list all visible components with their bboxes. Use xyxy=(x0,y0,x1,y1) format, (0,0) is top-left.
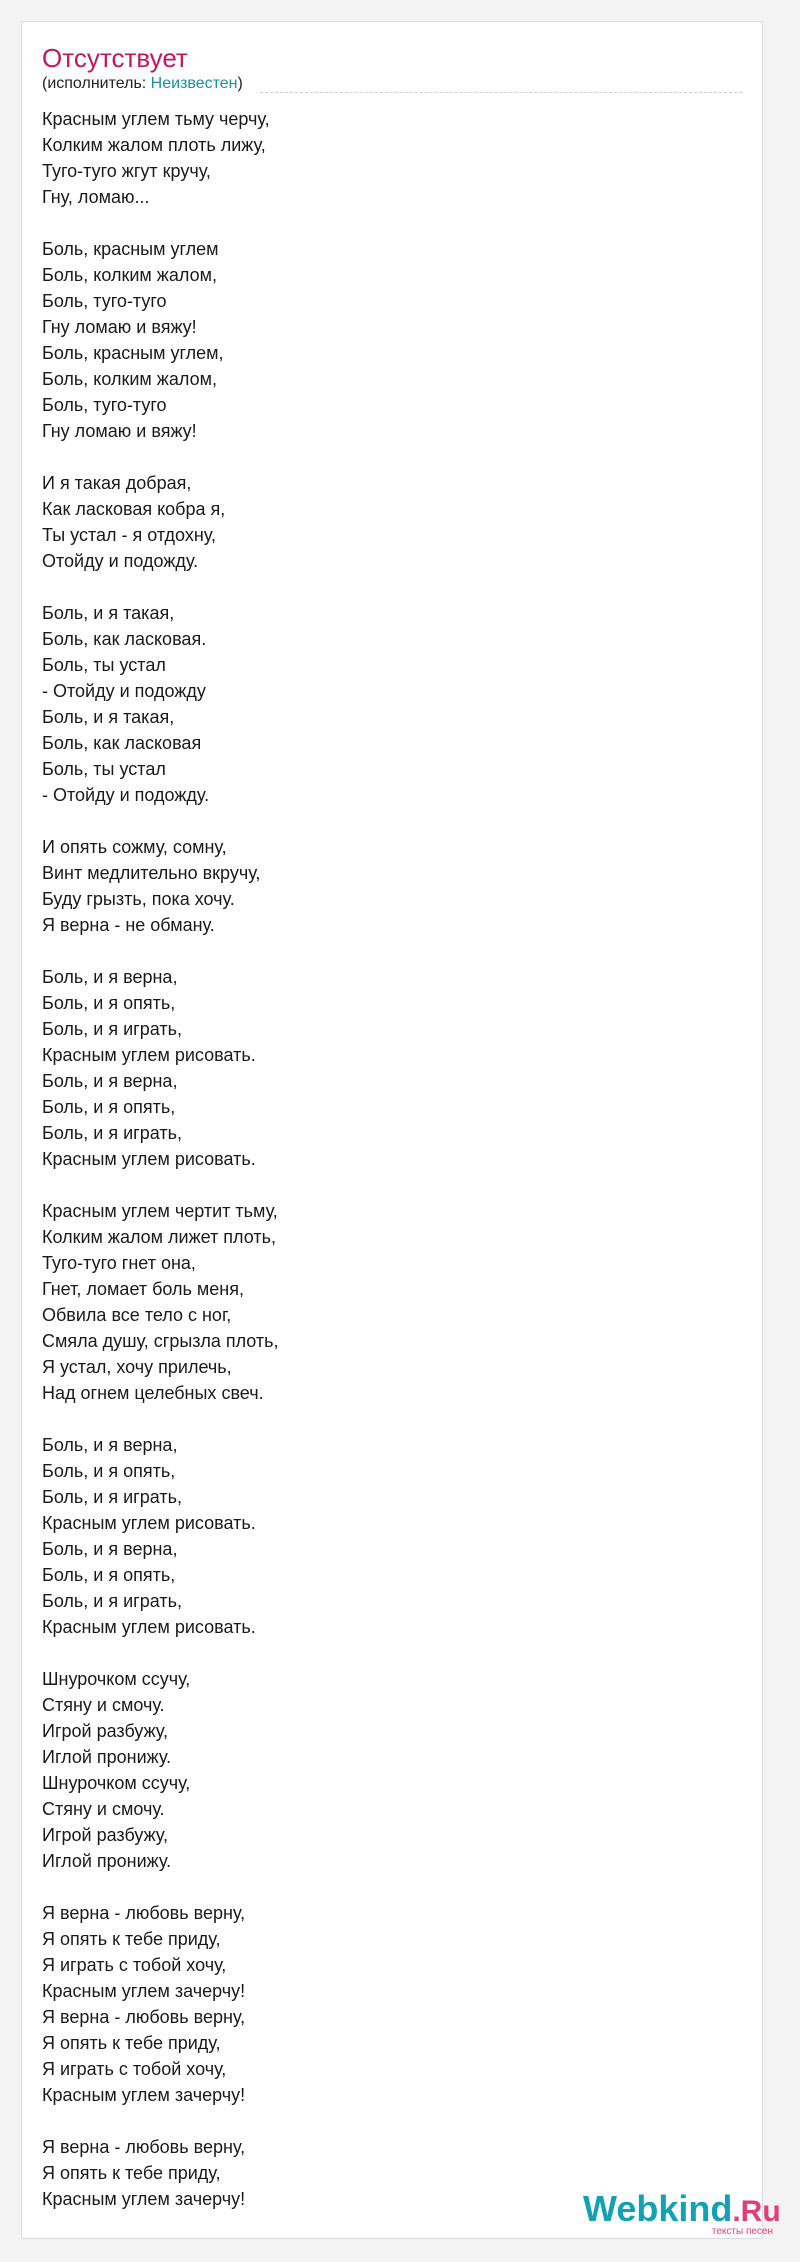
stanza xyxy=(42,1432,279,1640)
lyric-line: Я верна - любовь верну, xyxy=(42,2137,246,2157)
logo-tagline: тексты песен xyxy=(711,2226,773,2237)
lyric-line: Буду грызть, пока хочу. xyxy=(42,889,235,909)
stanza xyxy=(42,2134,279,2212)
lyric-line: - Отойду и подожду. xyxy=(42,785,210,805)
lyric-line: Над огнем целебных свеч. xyxy=(42,1383,264,1403)
lyric-line: Игрой разбужу, xyxy=(42,1825,169,1845)
lyric-line: Красным углем чертит тьму, xyxy=(42,1201,278,1221)
lyric-line: Гну ломаю и вяжу! xyxy=(42,421,197,441)
lyric-line: Колким жалом лижет плоть, xyxy=(42,1227,276,1247)
stanza xyxy=(42,1900,279,2108)
lyric-line: Стяну и смочу. xyxy=(42,1799,165,1819)
stanza xyxy=(42,106,279,210)
lyric-line: Я верна - любовь верну, xyxy=(42,1903,246,1923)
lyric-line: Боль, красным углем xyxy=(42,239,219,259)
lyric-line: Туго-туго жгут кручу, xyxy=(42,161,211,181)
lyric-line: Красным углем рисовать. xyxy=(42,1513,256,1533)
logo-tld: .Ru xyxy=(732,2195,781,2228)
lyric-line: Боль, и я играть, xyxy=(42,1487,182,1507)
lyric-line: Ты устал - я отдохну, xyxy=(42,525,216,545)
artist-suffix: ) xyxy=(237,75,243,92)
artist-link[interactable]: Неизвестен xyxy=(150,75,238,92)
lyric-line: Иглой пронижу. xyxy=(42,1747,172,1767)
stanza xyxy=(42,470,279,574)
lyric-line: Я верна - любовь верну, xyxy=(42,2007,246,2027)
lyric-line: Боль, и я верна, xyxy=(42,1071,178,1091)
stanza xyxy=(42,1666,279,1874)
lyric-line: Красным углем зачерчу! xyxy=(42,1981,246,2001)
artist-line xyxy=(42,74,243,94)
lyric-line: Боль, колким жалом, xyxy=(42,265,217,285)
lyric-line: Колким жалом плоть лижу, xyxy=(42,135,266,155)
lyric-line: Боль, и я опять, xyxy=(42,1097,176,1117)
lyric-line: Боль, и я верна, xyxy=(42,1539,178,1559)
lyric-line: Красным углем зачерчу! xyxy=(42,2085,246,2105)
lyric-line: Боль, ты устал xyxy=(42,759,166,779)
song-title: Отсутствует xyxy=(42,43,188,73)
lyrics-body xyxy=(42,106,279,2238)
lyric-line: Боль, и я опять, xyxy=(42,1461,176,1481)
lyric-line: И опять сожму, сомну, xyxy=(42,837,227,857)
webkind-logo[interactable] xyxy=(583,2190,783,2238)
lyric-line: Боль, туго-туго xyxy=(42,395,167,415)
lyric-line: Я верна - не обману. xyxy=(42,915,215,935)
lyric-line: Красным углем рисовать. xyxy=(42,1617,256,1637)
lyric-line: Стяну и смочу. xyxy=(42,1695,165,1715)
lyric-line: Я устал, хочу прилечь, xyxy=(42,1357,232,1377)
lyric-line: Боль, ты устал xyxy=(42,655,166,675)
lyric-line: Боль, и я играть, xyxy=(42,1591,182,1611)
lyric-line: Боль, и я такая, xyxy=(42,707,175,727)
lyric-line: Иглой пронижу. xyxy=(42,1851,172,1871)
lyric-line: Боль, красным углем, xyxy=(42,343,224,363)
lyric-line: Гну ломаю и вяжу! xyxy=(42,317,197,337)
lyric-line: Я играть с тобой хочу, xyxy=(42,1955,227,1975)
lyric-line: Боль, и я опять, xyxy=(42,993,176,1013)
lyric-line: Красным углем рисовать. xyxy=(42,1045,256,1065)
lyric-line: Обвила все тело с ног, xyxy=(42,1305,232,1325)
lyric-line: Боль, туго-туго xyxy=(42,291,167,311)
lyric-line: Боль, и я верна, xyxy=(42,1435,178,1455)
logo-wordmark xyxy=(583,2190,781,2231)
lyric-line: Боль, колким жалом, xyxy=(42,369,217,389)
lyrics-card xyxy=(21,21,781,2239)
stanza xyxy=(42,600,279,808)
lyric-line: Гну, ломаю... xyxy=(42,187,150,207)
lyric-line: Я опять к тебе приду, xyxy=(42,2163,221,2183)
lyric-line: Боль, как ласковая xyxy=(42,733,202,753)
lyric-line: Винт медлительно вкручу, xyxy=(42,863,261,883)
lyric-line: Красным углем тьму черчу, xyxy=(42,109,270,129)
header-divider xyxy=(260,92,742,93)
stanza xyxy=(42,964,279,1172)
lyric-line: Шнурочком ссучу, xyxy=(42,1669,191,1689)
lyric-line: И я такая добрая, xyxy=(42,473,192,493)
lyric-line: Как ласковая кобра я, xyxy=(42,499,226,519)
lyric-line: Красным углем зачерчу! xyxy=(42,2189,246,2209)
lyric-line: Красным углем рисовать. xyxy=(42,1149,256,1169)
lyric-line: Отойду и подожду. xyxy=(42,551,199,571)
lyric-line: Смяла душу, сгрызла плоть, xyxy=(42,1331,279,1351)
logo-main-text: Webkind xyxy=(583,2188,733,2229)
lyric-line: Я играть с тобой хочу, xyxy=(42,2059,227,2079)
lyric-line: Боль, как ласковая. xyxy=(42,629,207,649)
lyric-line: Туго-туго гнет она, xyxy=(42,1253,196,1273)
lyric-line: Боль, и я играть, xyxy=(42,1019,182,1039)
stanza xyxy=(42,236,279,444)
artist-prefix: (исполнитель: xyxy=(42,75,151,92)
lyric-line: - Отойду и подожду xyxy=(42,681,206,701)
lyric-line: Шнурочком ссучу, xyxy=(42,1773,191,1793)
lyric-line: Я опять к тебе приду, xyxy=(42,1929,221,1949)
stanza xyxy=(42,1198,279,1406)
lyric-line: Игрой разбужу, xyxy=(42,1721,169,1741)
lyric-line: Боль, и я опять, xyxy=(42,1565,176,1585)
lyric-line: Боль, и я верна, xyxy=(42,967,178,987)
lyric-line: Гнет, ломает боль меня, xyxy=(42,1279,244,1299)
stanza xyxy=(42,834,279,938)
lyric-line: Я опять к тебе приду, xyxy=(42,2033,221,2053)
lyric-line: Боль, и я такая, xyxy=(42,603,175,623)
lyric-line: Боль, и я играть, xyxy=(42,1123,182,1143)
